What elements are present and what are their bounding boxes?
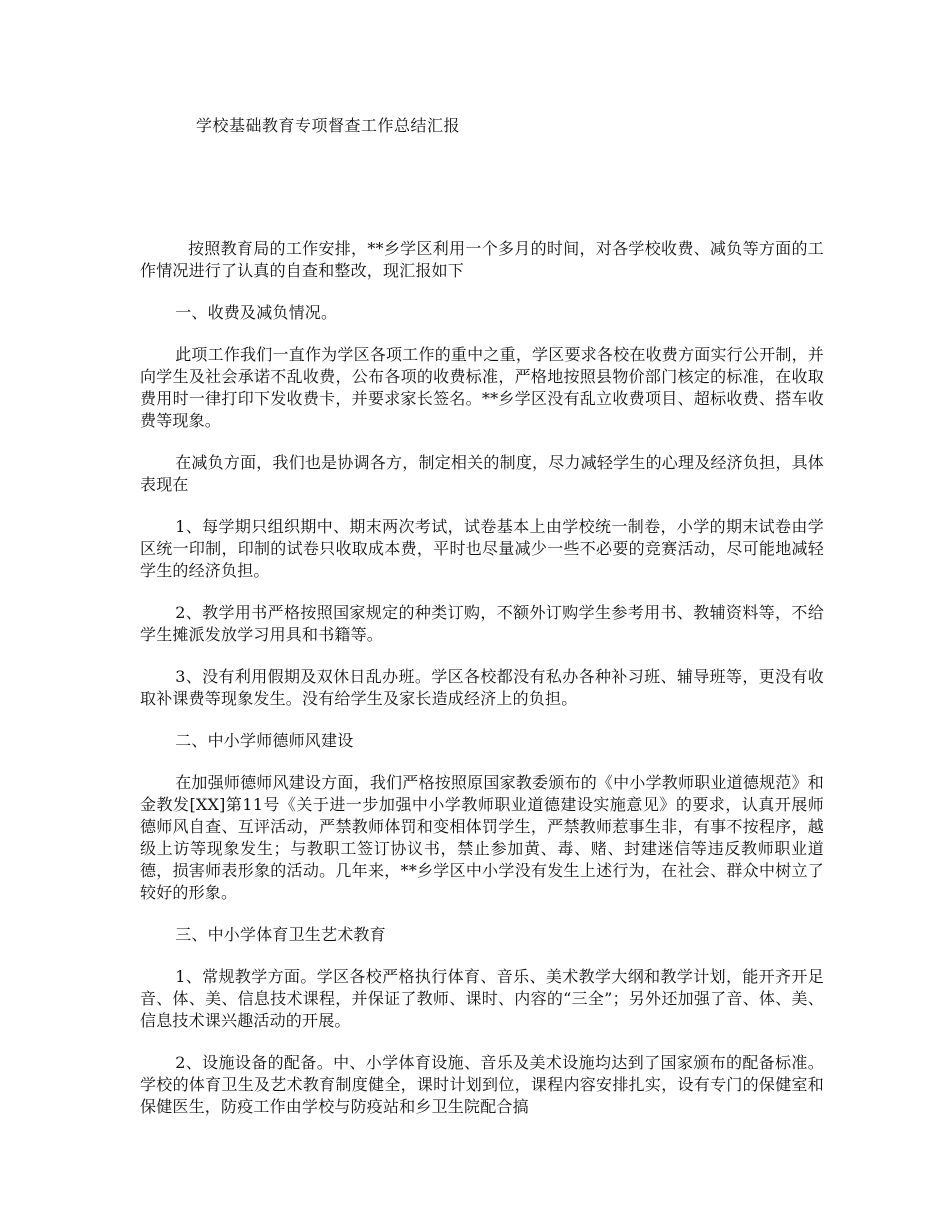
document-title: 学校基础教育专项督查工作总结汇报 bbox=[196, 116, 461, 135]
burden-item-3: 3、没有利用假期及双休日乱办班。学区各校都没有私办各种补习班、辅导班等，更没有收取补课费等现象发生。没有给学生及家长造成经济上的负担。 bbox=[140, 667, 824, 708]
document-body bbox=[140, 238, 824, 1138]
intro-paragraph: 按照教育局的工作安排，**乡学区利用一个多月的时间，对各学校收费、减负等方面的工作情况进行了认真的自查和整改，现汇报如下 bbox=[140, 239, 824, 280]
fees-paragraph: 此项工作我们一直作为学区各项工作的重中之重，学区要求各校在收费方面实行公开制，并向学生及社会承诺不乱收费，公布各项的收费标准，严格地按照县物价部门核定的标准，在收取费用时一律打印下发收费卡，并要求家长签名。**乡学区没有乱立收费项目、超标收费、搭车收费等现象。 bbox=[140, 345, 824, 430]
burden-reduction-paragraph: 在减负方面，我们也是协调各方，制定相关的制度，尽力减轻学生的心理及经济负担，具体表现在 bbox=[140, 453, 824, 494]
burden-item-2: 2、教学用书严格按照国家规定的种类订购，不额外订购学生参考用书、教辅资料等，不给学生摊派发放学习用具和书籍等。 bbox=[140, 603, 824, 644]
section-heading-pe-arts: 三、中小学体育卫生艺术教育 bbox=[175, 925, 386, 944]
burden-item-1: 1、每学期只组织期中、期末两次考试，试卷基本上由学校统一制卷，小学的期末试卷由学区统一印制，印制的试卷只收取成本费，平时也尽量减少一些不必要的竞赛活动，尽可能地减轻学生的经济负担。 bbox=[140, 517, 824, 580]
pe-arts-item-2: 2、设施设备的配备。中、小学体育设施、音乐及美术设施均达到了国家颁布的配备标准。学校的体育卫生及艺术教育制度健全，课时计划到位，课程内容安排扎实，设有专门的保健室和保健医生，防疫工作由学校与防疫站和乡卫生院配合搞 bbox=[140, 1053, 824, 1116]
section-heading-ethics: 二、中小学师德师风建设 bbox=[175, 731, 354, 750]
section-heading-fees: 一、收费及减负情况。 bbox=[175, 303, 338, 322]
pe-arts-item-1: 1、常规教学方面。学区各校严格执行体育、音乐、美术教学大纲和教学计划，能开齐开足音、体、美、信息技术课程，并保证了教师、课时、内容的“三全”；另外还加强了音、体、美、信息技术课兴趣活动的开展。 bbox=[140, 967, 824, 1030]
ethics-paragraph: 在加强师德师风建设方面，我们严格按照原国家教委颁布的《中小学教师职业道德规范》和金教发[XX]第11号《关于进一步加强中小学教师职业道德建设实施意见》的要求，认真开展师德师风自查、互评活动，严禁教师体罚和变相体罚学生，严禁教师惹事生非，有事不按程序，越级上访等现象发生；与教职工签订协议书，禁止参加黄、毒、赌、封建迷信等违反教师职业道德，损害师表形象的活动。几年来，**乡学区中小学没有发生上述行为，在社会、群众中树立了较好的形象。 bbox=[140, 773, 824, 902]
